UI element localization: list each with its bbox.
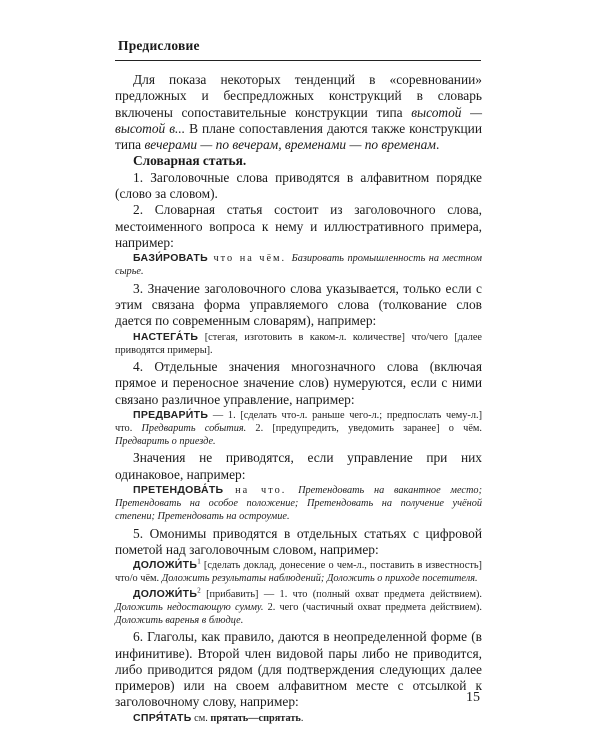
example-entry-4: ПРЕТЕНДОВА́ТЬ на что. Претендовать на вакантное место; Претендовать на особое положение; Претендовать на получение учёной степени; Претендовать на остроумие. [115, 484, 482, 523]
rule-6: 6. Глаголы, как правило, даются в неопределенной форме (в инфинитиве). Второй член видовой пары либо не приводится, либо приводится рядом (для подтверждения следующих далее примеров) или на своем алфавитном месте с отсылкой к заголовочному слову, например: [115, 629, 482, 710]
rule-5: 5. Омонимы приводятся в отдельных статьях с цифровой пометой над заголовочным словом, например: [115, 525, 482, 557]
example-entry-3: ПРЕДВАРИ́ТЬ — 1. [сделать что-л. раньше чего-л.; предпослать чему-л.] что. Предварить события. 2. [предупредить, уведомить заранее] о чём. Предварить о приезде. [115, 408, 482, 448]
section-heading: Словарная статья. [133, 153, 247, 169]
example-entry-1: БАЗИ́РОВАТЬ что на чём. Базировать промышленность на местном сырье. [115, 252, 482, 278]
header-rule [115, 60, 481, 61]
intro-paragraph: Для показа некоторых тенденций в «соревновании» предложных и беспредложных конструкций в словарь включены сопоставительные конструкции типа высотой — высотой в... В плане сопоставления даются также конструкции типа вечерами — по вечерам, временами — по временам. [115, 72, 482, 153]
page-number: 15 [466, 690, 480, 705]
example-entry-7: СПРЯ́ТАТЬ см. прятать—спрятать. [133, 711, 304, 724]
example-entry-2: НАСТЕГА́ТЬ [стегая, изготовить в каком-л. количестве] что/чего [далее приводятся примеры]. [115, 330, 482, 356]
page-body [115, 72, 482, 727]
example-entry-6: $ДОЛОЖИ́ТЬ^2$ [прибавить] — 1. что (полный охват предмета действием). Доложить недостающую сумму. 2. чего (частичный охват предмета действием). Доложить варенья в блюдце. [115, 586, 482, 627]
rule-4-note: Значения не приводятся, если управление при них одинаковое, например: [115, 450, 482, 482]
running-head: Предисловие [118, 38, 200, 53]
example-entry-5: $ДОЛОЖИ́ТЬ^1$ [сделать доклад, донесение о чем-л., поставить в известность] что/о чём. Доложить результаты наблюдений; Доложить о приходе посетителя. [115, 557, 482, 585]
rule-1: 1. Заголовочные слова приводятся в алфавитном порядке (слово за словом). [115, 169, 482, 202]
rule-3: 3. Значение заголовочного слова указывается, только если с этим связана форма управляемого слова (толкование слов дается по современным словарям), например: [115, 280, 482, 329]
rule-2: 2. Словарная статья состоит из заголовочного слова, местоименного вопроса к нему и иллюстративного примера, например: [115, 202, 482, 250]
rule-4: 4. Отдельные значения многозначного слова (включая прямое и переносное значение слов) нумеруются, если с ними связано различное управление, например: [115, 358, 482, 407]
